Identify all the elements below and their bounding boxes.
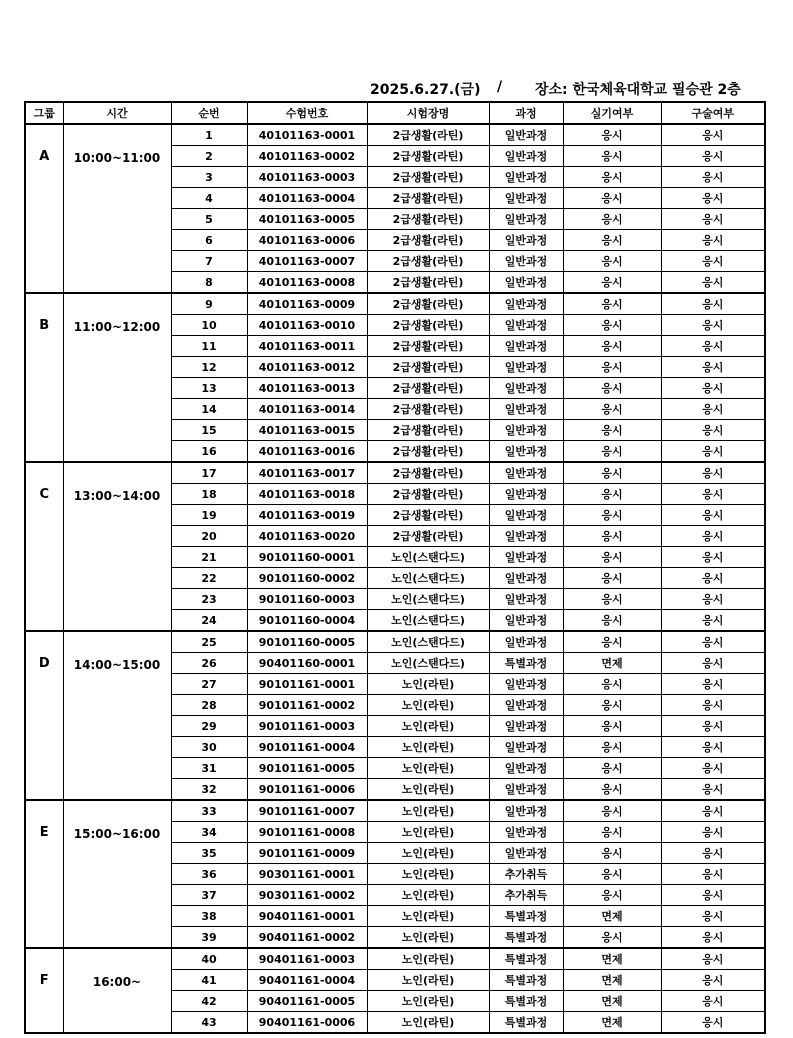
exam-name-cell: 노인(라틴) <box>367 779 489 801</box>
practical-cell: 응시 <box>563 188 661 209</box>
seq-cell: 26 <box>171 653 247 674</box>
exam-name-cell: 2급생활(라틴) <box>367 357 489 378</box>
seq-cell: 15 <box>171 420 247 441</box>
practical-cell: 면제 <box>563 948 661 970</box>
course-cell: 일반과정 <box>489 293 563 315</box>
course-cell: 일반과정 <box>489 695 563 716</box>
seq-cell: 12 <box>171 357 247 378</box>
course-cell: 일반과정 <box>489 420 563 441</box>
exam-date: 2025.6.27.(금) <box>370 82 481 98</box>
group-cell: A <box>25 124 63 293</box>
exam-name-cell: 2급생활(라틴) <box>367 230 489 251</box>
practical-cell: 면제 <box>563 653 661 674</box>
exam-number-cell: 90101161-0002 <box>247 695 367 716</box>
practical-cell: 응시 <box>563 568 661 589</box>
exam-number-cell: 90101161-0006 <box>247 779 367 801</box>
col-header-seq: 순번 <box>171 102 247 124</box>
oral-cell: 응시 <box>661 653 765 674</box>
course-cell: 일반과정 <box>489 843 563 864</box>
exam-name-cell: 2급생활(라틴) <box>367 146 489 167</box>
practical-cell: 응시 <box>563 885 661 906</box>
oral-cell: 응시 <box>661 167 765 188</box>
exam-number-cell: 90101161-0004 <box>247 737 367 758</box>
oral-cell: 응시 <box>661 758 765 779</box>
practical-cell: 응시 <box>563 822 661 843</box>
oral-cell: 응시 <box>661 1012 765 1034</box>
table-row <box>25 948 765 970</box>
course-cell: 일반과정 <box>489 547 563 568</box>
exam-name-cell: 2급생활(라틴) <box>367 272 489 294</box>
practical-cell: 응시 <box>563 420 661 441</box>
time-cell: 11:00~12:00 <box>63 293 171 462</box>
seq-cell: 5 <box>171 209 247 230</box>
course-cell: 일반과정 <box>489 167 563 188</box>
exam-number-cell: 40101163-0014 <box>247 399 367 420</box>
time-cell: 10:00~11:00 <box>63 124 171 293</box>
seq-cell: 39 <box>171 927 247 949</box>
course-cell: 일반과정 <box>489 779 563 801</box>
exam-number-cell: 40101163-0012 <box>247 357 367 378</box>
seq-cell: 37 <box>171 885 247 906</box>
exam-number-cell: 40101163-0007 <box>247 251 367 272</box>
practical-cell: 응시 <box>563 293 661 315</box>
group-cell: D <box>25 631 63 800</box>
table-row <box>25 800 765 822</box>
exam-number-cell: 90401161-0004 <box>247 970 367 991</box>
course-cell: 일반과정 <box>489 188 563 209</box>
exam-number-cell: 40101163-0015 <box>247 420 367 441</box>
exam-number-cell: 90101161-0005 <box>247 758 367 779</box>
exam-number-cell: 40101163-0003 <box>247 167 367 188</box>
practical-cell: 면제 <box>563 1012 661 1034</box>
col-header-oral: 구술여부 <box>661 102 765 124</box>
exam-number-cell: 40101163-0018 <box>247 484 367 505</box>
course-cell: 특별과정 <box>489 653 563 674</box>
seq-cell: 32 <box>171 779 247 801</box>
exam-name-cell: 2급생활(라틴) <box>367 441 489 463</box>
seq-cell: 33 <box>171 800 247 822</box>
seq-cell: 30 <box>171 737 247 758</box>
exam-venue: 장소: 한국체육대학교 필승관 2층 <box>535 82 741 98</box>
practical-cell: 응시 <box>563 462 661 484</box>
course-cell: 일반과정 <box>489 822 563 843</box>
seq-cell: 20 <box>171 526 247 547</box>
exam-number-cell: 40101163-0020 <box>247 526 367 547</box>
exam-name-cell: 노인(라틴) <box>367 927 489 949</box>
course-cell: 특별과정 <box>489 927 563 949</box>
exam-number-cell: 40101163-0013 <box>247 378 367 399</box>
course-cell: 일반과정 <box>489 716 563 737</box>
exam-number-cell: 40101163-0005 <box>247 209 367 230</box>
time-cell: 13:00~14:00 <box>63 462 171 631</box>
oral-cell: 응시 <box>661 822 765 843</box>
practical-cell: 응시 <box>563 484 661 505</box>
practical-cell: 응시 <box>563 674 661 695</box>
seq-cell: 1 <box>171 124 247 146</box>
exam-name-cell: 노인(스탠다드) <box>367 568 489 589</box>
practical-cell: 응시 <box>563 230 661 251</box>
seq-cell: 42 <box>171 991 247 1012</box>
oral-cell: 응시 <box>661 631 765 653</box>
oral-cell: 응시 <box>661 716 765 737</box>
seq-cell: 41 <box>171 970 247 991</box>
practical-cell: 응시 <box>563 315 661 336</box>
oral-cell: 응시 <box>661 188 765 209</box>
exam-name-cell: 노인(스탠다드) <box>367 589 489 610</box>
exam-number-cell: 40101163-0004 <box>247 188 367 209</box>
seq-cell: 17 <box>171 462 247 484</box>
oral-cell: 응시 <box>661 124 765 146</box>
exam-name-cell: 2급생활(라틴) <box>367 336 489 357</box>
time-cell: 16:00~ <box>63 948 171 1033</box>
course-cell: 일반과정 <box>489 758 563 779</box>
course-cell: 특별과정 <box>489 970 563 991</box>
course-cell: 일반과정 <box>489 484 563 505</box>
course-cell: 특별과정 <box>489 1012 563 1034</box>
oral-cell: 응시 <box>661 336 765 357</box>
table-body <box>25 124 765 1033</box>
seq-cell: 40 <box>171 948 247 970</box>
seq-cell: 31 <box>171 758 247 779</box>
practical-cell: 응시 <box>563 779 661 801</box>
exam-number-cell: 40101163-0010 <box>247 315 367 336</box>
course-cell: 일반과정 <box>489 209 563 230</box>
seq-cell: 6 <box>171 230 247 251</box>
exam-name-cell: 노인(라틴) <box>367 843 489 864</box>
oral-cell: 응시 <box>661 695 765 716</box>
course-cell: 일반과정 <box>489 146 563 167</box>
exam-number-cell: 90401161-0006 <box>247 1012 367 1034</box>
oral-cell: 응시 <box>661 800 765 822</box>
exam-name-cell: 2급생활(라틴) <box>367 484 489 505</box>
seq-cell: 28 <box>171 695 247 716</box>
header-separator: / <box>497 79 503 95</box>
table-row <box>25 462 765 484</box>
exam-name-cell: 2급생활(라틴) <box>367 526 489 547</box>
course-cell: 특별과정 <box>489 991 563 1012</box>
practical-cell: 응시 <box>563 843 661 864</box>
group-cell: B <box>25 293 63 462</box>
exam-number-cell: 90401160-0001 <box>247 653 367 674</box>
seq-cell: 23 <box>171 589 247 610</box>
oral-cell: 응시 <box>661 462 765 484</box>
exam-name-cell: 노인(라틴) <box>367 970 489 991</box>
exam-number-cell: 40101163-0006 <box>247 230 367 251</box>
seq-cell: 35 <box>171 843 247 864</box>
col-header-practical: 실기여부 <box>563 102 661 124</box>
practical-cell: 응시 <box>563 864 661 885</box>
practical-cell: 응시 <box>563 357 661 378</box>
exam-name-cell: 노인(라틴) <box>367 864 489 885</box>
oral-cell: 응시 <box>661 843 765 864</box>
col-header-group: 그룹 <box>25 102 63 124</box>
seq-cell: 7 <box>171 251 247 272</box>
exam-name-cell: 2급생활(라틴) <box>367 167 489 188</box>
seq-cell: 38 <box>171 906 247 927</box>
exam-name-cell: 2급생활(라틴) <box>367 315 489 336</box>
exam-name-cell: 노인(라틴) <box>367 948 489 970</box>
course-cell: 일반과정 <box>489 568 563 589</box>
practical-cell: 응시 <box>563 610 661 632</box>
exam-number-cell: 40101163-0009 <box>247 293 367 315</box>
table-row <box>25 293 765 315</box>
group-cell: F <box>25 948 63 1033</box>
practical-cell: 응시 <box>563 737 661 758</box>
exam-name-cell: 노인(스탠다드) <box>367 631 489 653</box>
exam-number-cell: 90401161-0005 <box>247 991 367 1012</box>
oral-cell: 응시 <box>661 378 765 399</box>
exam-number-cell: 40101163-0016 <box>247 441 367 463</box>
exam-number-cell: 90101160-0004 <box>247 610 367 632</box>
course-cell: 일반과정 <box>489 631 563 653</box>
oral-cell: 응시 <box>661 526 765 547</box>
course-cell: 일반과정 <box>489 378 563 399</box>
exam-number-cell: 40101163-0001 <box>247 124 367 146</box>
course-cell: 일반과정 <box>489 399 563 420</box>
oral-cell: 응시 <box>661 315 765 336</box>
practical-cell: 응시 <box>563 505 661 526</box>
table-header-row <box>25 102 765 124</box>
practical-cell: 응시 <box>563 589 661 610</box>
practical-cell: 응시 <box>563 800 661 822</box>
exam-name-cell: 노인(라틴) <box>367 822 489 843</box>
practical-cell: 응시 <box>563 758 661 779</box>
exam-number-cell: 90101161-0007 <box>247 800 367 822</box>
time-cell: 14:00~15:00 <box>63 631 171 800</box>
course-cell: 일반과정 <box>489 462 563 484</box>
seq-cell: 36 <box>171 864 247 885</box>
practical-cell: 응시 <box>563 336 661 357</box>
exam-name-cell: 2급생활(라틴) <box>367 293 489 315</box>
exam-name-cell: 2급생활(라틴) <box>367 420 489 441</box>
col-header-exam-name: 시험장명 <box>367 102 489 124</box>
time-cell: 15:00~16:00 <box>63 800 171 948</box>
seq-cell: 21 <box>171 547 247 568</box>
exam-number-cell: 90401161-0002 <box>247 927 367 949</box>
exam-number-cell: 40101163-0008 <box>247 272 367 294</box>
exam-name-cell: 2급생활(라틴) <box>367 251 489 272</box>
practical-cell: 응시 <box>563 124 661 146</box>
practical-cell: 응시 <box>563 716 661 737</box>
seq-cell: 19 <box>171 505 247 526</box>
seq-cell: 34 <box>171 822 247 843</box>
exam-name-cell: 2급생활(라틴) <box>367 462 489 484</box>
exam-name-cell: 노인(라틴) <box>367 674 489 695</box>
exam-name-cell: 2급생활(라틴) <box>367 399 489 420</box>
seq-cell: 8 <box>171 272 247 294</box>
practical-cell: 응시 <box>563 399 661 420</box>
practical-cell: 응시 <box>563 547 661 568</box>
oral-cell: 응시 <box>661 399 765 420</box>
seq-cell: 10 <box>171 315 247 336</box>
exam-name-cell: 노인(스탠다드) <box>367 653 489 674</box>
exam-name-cell: 노인(라틴) <box>367 906 489 927</box>
col-header-time: 시간 <box>63 102 171 124</box>
course-cell: 일반과정 <box>489 800 563 822</box>
exam-name-cell: 노인(라틴) <box>367 716 489 737</box>
exam-number-cell: 90401161-0003 <box>247 948 367 970</box>
exam-number-cell: 90101160-0001 <box>247 547 367 568</box>
exam-number-cell: 40101163-0019 <box>247 505 367 526</box>
oral-cell: 응시 <box>661 505 765 526</box>
exam-name-cell: 노인(스탠다드) <box>367 547 489 568</box>
practical-cell: 면제 <box>563 906 661 927</box>
exam-number-cell: 90101161-0001 <box>247 674 367 695</box>
practical-cell: 응시 <box>563 526 661 547</box>
exam-number-cell: 90401161-0001 <box>247 906 367 927</box>
course-cell: 일반과정 <box>489 124 563 146</box>
exam-number-cell: 90101160-0002 <box>247 568 367 589</box>
course-cell: 일반과정 <box>489 737 563 758</box>
oral-cell: 응시 <box>661 948 765 970</box>
practical-cell: 응시 <box>563 631 661 653</box>
practical-cell: 응시 <box>563 146 661 167</box>
oral-cell: 응시 <box>661 293 765 315</box>
seq-cell: 3 <box>171 167 247 188</box>
document-header <box>370 76 765 98</box>
course-cell: 특별과정 <box>489 906 563 927</box>
exam-name-cell: 2급생활(라틴) <box>367 188 489 209</box>
practical-cell: 응시 <box>563 927 661 949</box>
oral-cell: 응시 <box>661 568 765 589</box>
table-row <box>25 631 765 653</box>
course-cell: 일반과정 <box>489 251 563 272</box>
exam-schedule-table <box>24 101 766 1034</box>
exam-number-cell: 90101160-0005 <box>247 631 367 653</box>
seq-cell: 16 <box>171 441 247 463</box>
col-header-exam-number: 수험번호 <box>247 102 367 124</box>
oral-cell: 응시 <box>661 991 765 1012</box>
seq-cell: 24 <box>171 610 247 632</box>
exam-number-cell: 40101163-0002 <box>247 146 367 167</box>
exam-name-cell: 2급생활(라틴) <box>367 124 489 146</box>
oral-cell: 응시 <box>661 970 765 991</box>
practical-cell: 응시 <box>563 209 661 230</box>
table-row <box>25 124 765 146</box>
exam-name-cell: 노인(라틴) <box>367 695 489 716</box>
seq-cell: 22 <box>171 568 247 589</box>
exam-name-cell: 노인(라틴) <box>367 1012 489 1034</box>
exam-name-cell: 노인(라틴) <box>367 885 489 906</box>
exam-name-cell: 노인(라틴) <box>367 758 489 779</box>
group-cell: C <box>25 462 63 631</box>
seq-cell: 43 <box>171 1012 247 1034</box>
oral-cell: 응시 <box>661 906 765 927</box>
oral-cell: 응시 <box>661 927 765 949</box>
course-cell: 일반과정 <box>489 230 563 251</box>
seq-cell: 27 <box>171 674 247 695</box>
exam-number-cell: 90101161-0009 <box>247 843 367 864</box>
oral-cell: 응시 <box>661 441 765 463</box>
oral-cell: 응시 <box>661 610 765 632</box>
group-cell: E <box>25 800 63 948</box>
oral-cell: 응시 <box>661 484 765 505</box>
course-cell: 특별과정 <box>489 948 563 970</box>
oral-cell: 응시 <box>661 230 765 251</box>
exam-number-cell: 90101161-0008 <box>247 822 367 843</box>
exam-number-cell: 40101163-0017 <box>247 462 367 484</box>
oral-cell: 응시 <box>661 547 765 568</box>
practical-cell: 응시 <box>563 167 661 188</box>
exam-number-cell: 90101161-0003 <box>247 716 367 737</box>
oral-cell: 응시 <box>661 357 765 378</box>
course-cell: 일반과정 <box>489 336 563 357</box>
oral-cell: 응시 <box>661 589 765 610</box>
practical-cell: 면제 <box>563 991 661 1012</box>
seq-cell: 11 <box>171 336 247 357</box>
practical-cell: 응시 <box>563 378 661 399</box>
exam-name-cell: 2급생활(라틴) <box>367 209 489 230</box>
oral-cell: 응시 <box>661 251 765 272</box>
seq-cell: 2 <box>171 146 247 167</box>
course-cell: 추가취득 <box>489 885 563 906</box>
seq-cell: 18 <box>171 484 247 505</box>
course-cell: 일반과정 <box>489 610 563 632</box>
course-cell: 일반과정 <box>489 674 563 695</box>
practical-cell: 면제 <box>563 970 661 991</box>
course-cell: 일반과정 <box>489 315 563 336</box>
practical-cell: 응시 <box>563 441 661 463</box>
oral-cell: 응시 <box>661 674 765 695</box>
course-cell: 일반과정 <box>489 526 563 547</box>
seq-cell: 13 <box>171 378 247 399</box>
oral-cell: 응시 <box>661 420 765 441</box>
exam-name-cell: 노인(라틴) <box>367 737 489 758</box>
oral-cell: 응시 <box>661 864 765 885</box>
exam-name-cell: 2급생활(라틴) <box>367 505 489 526</box>
exam-name-cell: 2급생활(라틴) <box>367 378 489 399</box>
seq-cell: 29 <box>171 716 247 737</box>
oral-cell: 응시 <box>661 779 765 801</box>
course-cell: 일반과정 <box>489 505 563 526</box>
exam-name-cell: 노인(라틴) <box>367 800 489 822</box>
course-cell: 일반과정 <box>489 589 563 610</box>
course-cell: 일반과정 <box>489 357 563 378</box>
practical-cell: 응시 <box>563 272 661 294</box>
exam-name-cell: 노인(라틴) <box>367 991 489 1012</box>
seq-cell: 4 <box>171 188 247 209</box>
exam-name-cell: 노인(스탠다드) <box>367 610 489 632</box>
oral-cell: 응시 <box>661 885 765 906</box>
exam-number-cell: 40101163-0011 <box>247 336 367 357</box>
exam-number-cell: 90301161-0002 <box>247 885 367 906</box>
practical-cell: 응시 <box>563 695 661 716</box>
seq-cell: 9 <box>171 293 247 315</box>
oral-cell: 응시 <box>661 737 765 758</box>
col-header-course: 과정 <box>489 102 563 124</box>
seq-cell: 14 <box>171 399 247 420</box>
course-cell: 추가취득 <box>489 864 563 885</box>
course-cell: 일반과정 <box>489 441 563 463</box>
oral-cell: 응시 <box>661 209 765 230</box>
oral-cell: 응시 <box>661 146 765 167</box>
course-cell: 일반과정 <box>489 272 563 294</box>
seq-cell: 25 <box>171 631 247 653</box>
practical-cell: 응시 <box>563 251 661 272</box>
exam-number-cell: 90101160-0003 <box>247 589 367 610</box>
oral-cell: 응시 <box>661 272 765 294</box>
exam-number-cell: 90301161-0001 <box>247 864 367 885</box>
